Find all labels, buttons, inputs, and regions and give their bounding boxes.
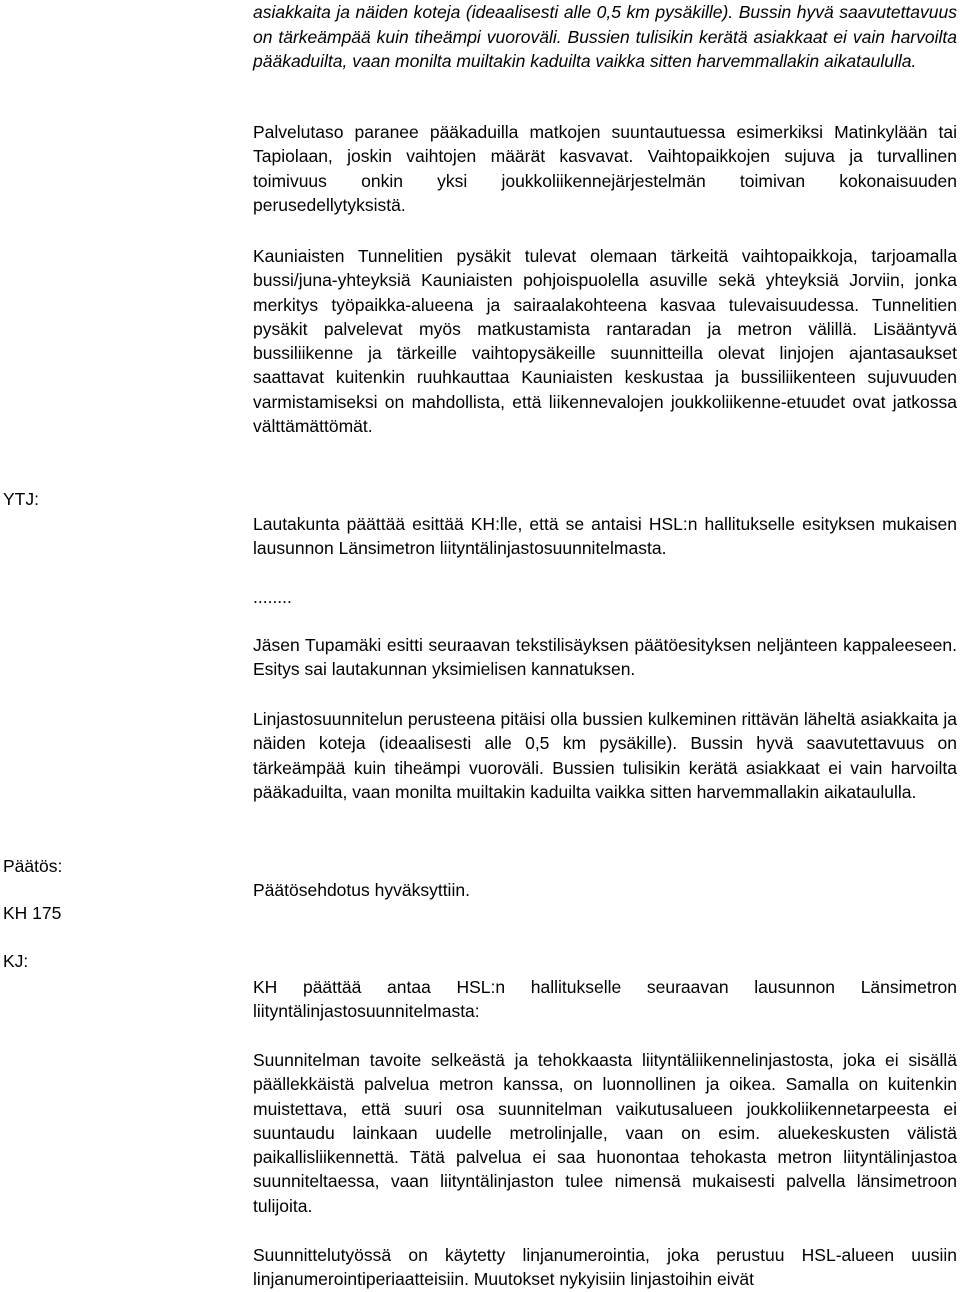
paragraph-line-numbering: Suunnittelutyössä on käytetty linjanumerointia, joka perustuu HSL-alueen uusiin linjanumerointiperiaatteisiin. Muutokset nykyisiin linjastoihin eivät bbox=[253, 1245, 957, 1290]
margin-label-kh-number: KH 175 bbox=[3, 903, 62, 923]
paragraph-kh-statement-intro: KH päättää antaa HSL:n hallitukselle seuraavan lausunnon Länsimetron liityntälinjastosuunnitelmasta: bbox=[253, 977, 957, 1022]
margin-label-ytj: YTJ: bbox=[3, 489, 39, 509]
paragraph-service-level: Palvelutaso paranee pääkaduilla matkojen suuntautuessa esimerkiksi Matinkylään tai Tapiolaan, joskin vaihtojen määrät kasvavat. Vaihtopaikkojen sujuva ja turvallinen toimivuus onkin yksi joukkoliikennejärjestelmän toimivan kokonaisuuden perusedellytyksistä. bbox=[253, 122, 957, 215]
paragraph-bus-accessibility-italic: asiakkaita ja näiden koteja (ideaalisesti alle 0,5 km pysäkille). Bussin hyvä saavutettavuus on tärkeämpää kuin tiheämpi vuoroväli. Bussien tulisikin kerätä asiakkaat ei vain harvoilta pääkaduilta, vaan monilta muiltakin kaduilta vaikka sitten harvemmallakin aikataululla. bbox=[253, 2, 957, 71]
ellipsis-separator: ........ bbox=[253, 587, 292, 607]
margin-label-paatos: Päätös: bbox=[3, 856, 63, 876]
paragraph-network-basis: Linjastosuunnitelun perusteena pitäisi olla bussien kulkeminen rittävän läheltä asiakkaita ja näiden koteja (ideaalisesti alle 0,5 km pysäkille). Bussin hyvä saavutettavuus on tärkeämpää kuin tiheämpi vuoroväli. Bussien tulisikin kerätä asiakkaat ei vain harvoilta pääkaduilta, vaan monilta muiltakin kaduilta vaikka sitten harvemmallakin aikataululla. bbox=[253, 709, 957, 802]
paragraph-board-proposal: Lautakunta päättää esittää KH:lle, että se antaisi HSL:n hallitukselle esityksen mukaisen lausunnon Länsimetron liityntälinjastosuunnitelmasta. bbox=[253, 514, 957, 559]
paragraph-kauniainen-stops: Kauniaisten Tunnelitien pysäkit tulevat olemaan tärkeitä vaihtopaikkoja, tarjoamalla bussi/juna-yhteyksiä Kauniaisten pohjoispuolella asuville sekä yhteyksiä Jorviin, jonka merkitys työpaikka-alueena ja sairaalakohteena kasvaa tulevaisuudessa. Tunnelitien pysäkit palvelevat myös matkustamista rantaradan ja metron välillä. Lisääntyvä bussiliikenne ja tärkeille vaihtopysäkeille suunnitteilla olevat linjojen ajantasaukset saattavat kuitenkin ruuhkauttaa Kauniaisten keskustaa ja bussiliikenteen sujuvuuden varmistamiseksi on mahdollista, että liikennevalojen joukkoliikenne-etuudet ovat jatkossa välttämättömät. bbox=[253, 246, 957, 437]
margin-label-kj: KJ: bbox=[3, 951, 29, 971]
paragraph-plan-objective: Suunnitelman tavoite selkeästä ja tehokkaasta liityntäliikennelinjastosta, joka ei sisällä päällekkäistä palvelua metron kanssa, on luonnollinen ja oikea. Samalla on kuitenkin muistettava, että suuri osa suunnitelman vaikutusalueen joukkoliikennetarpeesta ei suuntaudu lainkaan uudelle metrolinjalle, vaan on esim. aluekeskusten välistä paikallisliikennettä. Tätä palvelua ei saa huonontaa tehokasta metron liityntälinjastoa suunniteltaessa, vaan liityntälinjaston tulee nimensä mukaisesti palvella länsimetroon tulijoita. bbox=[253, 1050, 957, 1216]
paragraph-decision-approved: Päätösehdotus hyväksyttiin. bbox=[253, 880, 470, 900]
paragraph-tupamaki-amendment: Jäsen Tupamäki esitti seuraavan tekstilisäyksen päätöesityksen neljänteen kappaleeseen. Esitys sai lautakunnan yksimielisen kannatuksen. bbox=[253, 635, 957, 680]
